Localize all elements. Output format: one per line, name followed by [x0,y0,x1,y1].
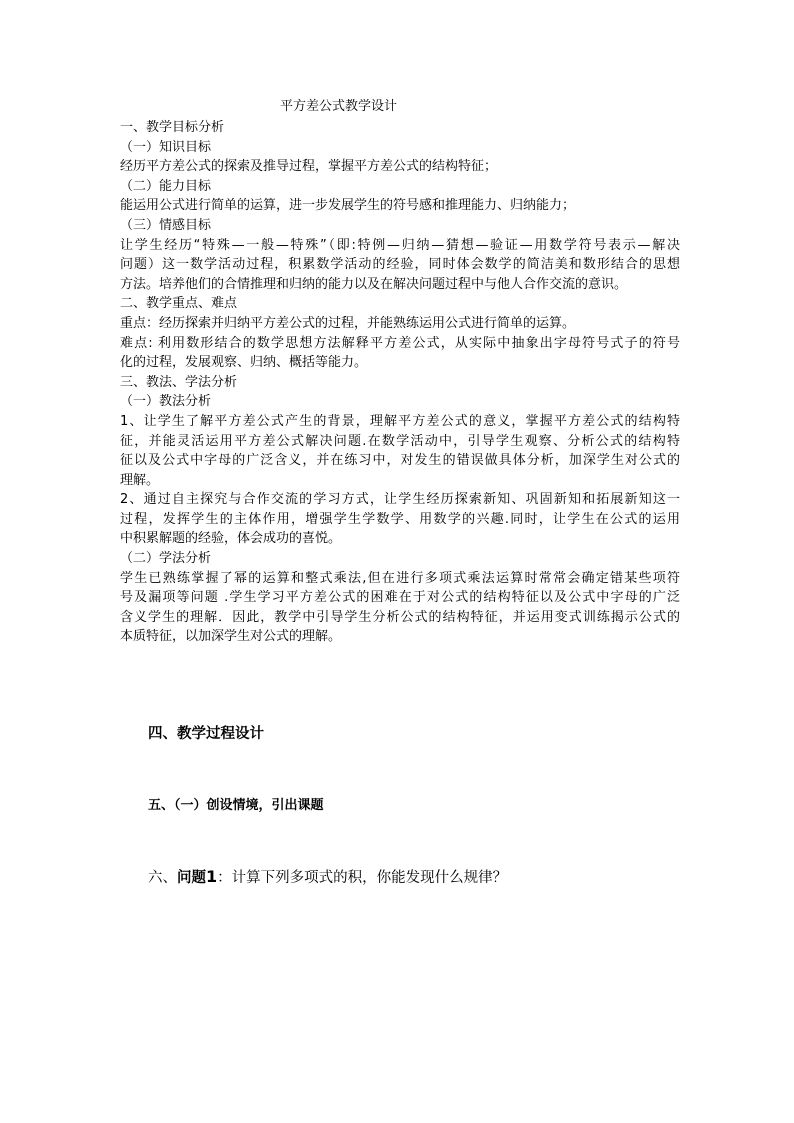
section-6-question-label: 问题 [177,870,206,886]
paragraph-line: 重点：经历探索并归纳平方差公式的过程，并能熟练运用公式进行简单的运算。 [120,315,576,331]
subheading: （三）情感目标 [120,217,212,233]
paragraph-line: 过程，发挥学生的主体作用，增强学生学数学、用数学的兴趣.同时，让学生在公式的运用 [120,511,680,527]
subheading: （二）学法分析 [120,551,212,567]
subheading: （一）知识目标 [120,139,212,155]
heading-1: 一、教学目标分析 [120,120,225,135]
paragraph-line: 经历平方差公式的探索及推导过程，掌握平方差公式的结构特征； [120,159,498,175]
section-6-question-number: 1 [206,867,218,886]
paragraph-line: 征，并能灵活运用平方差公式解决问题.在数学活动中，引导学生观察、分析公式的结构特 [120,433,680,449]
paragraph-line: 本质特征，以加深学生对公式的理解。 [120,629,342,645]
paragraph-line: 含义学生的理解．因此，教学中引导学生分析公式的结构特征，并运用变式训练揭示公式的 [120,609,680,625]
heading-3: 三、教法、学法分析 [120,374,238,390]
heading-2: 二、教学重点、难点 [120,296,238,312]
paragraph-line: 征以及公式中字母的广泛含义，并在练习中，对发生的错误做具体分析，加深学生对公式的 [120,453,680,469]
paragraph-line: 号及漏项等问题 .学生学习平方差公式的困难在于对公式的结构特征以及公式中字母的广泛 [120,590,680,606]
paragraph-line: 2、通过自主探究与合作交流的学习方式，让学生经历探索新知、巩固新知和拓展新知这一 [120,492,680,508]
paragraph-line: 难点: 利用数形结合的数学思想方法解释平方差公式，从实际中抽象出字母符号式子的符号 [120,335,680,351]
section-6-heading [148,866,507,889]
paragraph-line: 问题）这一数学活动过程，积累数学活动的经验，同时体会数学的简洁美和数形结合的思想 [120,257,680,273]
section-5-heading: 五、（一）创设情境，引出课题 [148,798,324,813]
paragraph-line: 能运用公式进行简单的运算，进一步发展学生的符号感和推理能力、归纳能力； [120,198,576,214]
paragraph-line: 中积累解题的经验，体会成功的喜悦。 [120,531,342,547]
section-6-question-text: ：计算下列多项式的积，你能发现什么规律？ [217,870,508,886]
subheading: （二）能力目标 [120,178,212,194]
paragraph-line: 理解。 [120,472,160,488]
subheading: （一）教法分析 [120,394,212,410]
section-4-heading: 四、教学过程设计 [148,726,264,742]
paragraph-line: 方法。培养他们的合情推理和归纳的能力以及在解决问题过程中与他人合作交流的意识。 [120,276,628,292]
paragraph-line: 学生已熟练掌握了幂的运算和整式乘法,但在进行多项式乘法运算时常常会确定错某些项符 [120,570,680,586]
section-6-prefix: 六、 [148,870,177,886]
document-title: 平方差公式教学设计 [280,99,398,114]
document-body [120,118,680,647]
paragraph-line: 让学生经历“特殊—一般—特殊”（即:特例—归纳—猜想—验证—用数学符号表示—解决 [120,237,680,253]
paragraph-line: 化的过程，发展观察、归纳、概括等能力。 [120,355,368,371]
paragraph-line: 1、让学生了解平方差公式产生的背景，理解平方差公式的意义，掌握平方差公式的结构特 [120,413,680,429]
